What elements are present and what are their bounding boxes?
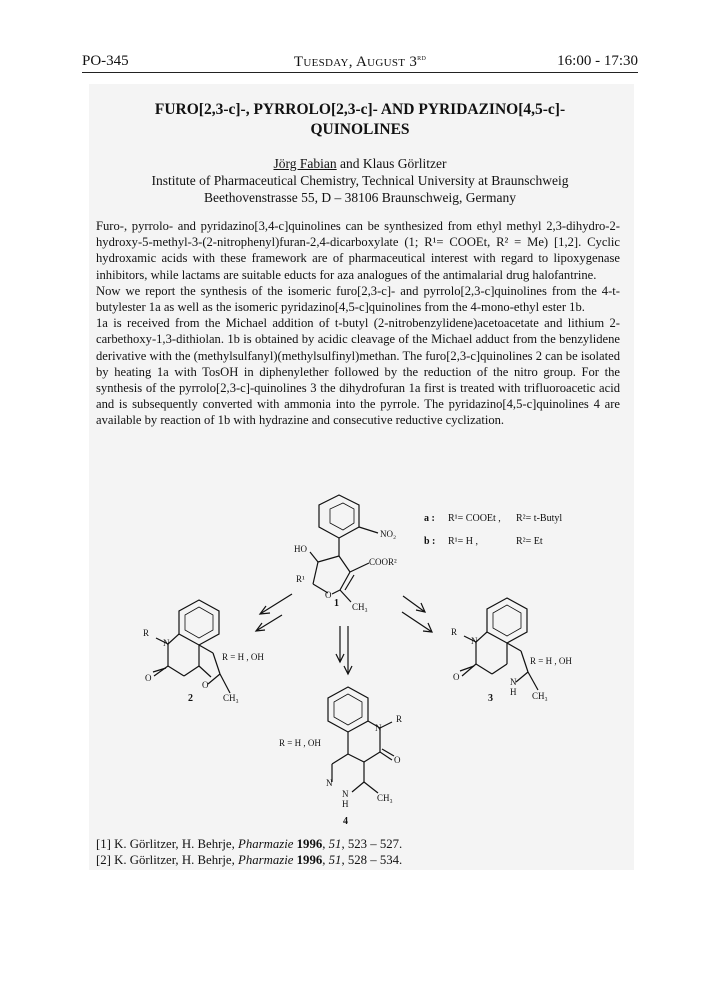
c1-o: O	[325, 590, 332, 600]
c2-n: N	[163, 638, 170, 648]
abstract-body	[96, 218, 620, 429]
title-line: FURO[2,3-c]-, PYRROLO[2,3-c]- AND PYRIDAZINO[4,5-c]-	[154, 101, 566, 118]
sub-b-label: b :	[424, 536, 436, 547]
c4-o-carbonyl: O	[394, 755, 401, 765]
title-line: QUINOLINES	[310, 121, 410, 138]
header-rule	[82, 72, 638, 73]
c3-o-carbonyl: O	[453, 672, 460, 682]
c1-r1: R¹	[296, 574, 305, 584]
sub-a-r1: R¹= COOEt ,	[448, 513, 501, 524]
c3-r: R	[451, 627, 458, 637]
c2-ch3: CH₃	[223, 693, 239, 703]
paragraph: Furo-, pyrrolo- and pyridazino[3,4-c]quinolines can be synthesized from ethyl methyl 2,3-dihydro-2-hydroxy-5-methyl-3-(2-nitrophenyl)furan-2,4-dicarboxylate (1; R¹= COOEt, R² = Me) [1,2]. Cyclic hydroxamic acids with these framework are of pharmaceutical interest with regard to lipoxygenase inhibitors, while lactams are suitable educts for aza analogues of the antimalarial drug halofantrine.	[96, 219, 620, 282]
c1-benzene	[319, 495, 359, 538]
c1-ch3: CH₃	[352, 602, 368, 612]
session-day: Tuesday, August 3rd	[293, 53, 427, 70]
c2-o-ring: O	[202, 680, 209, 690]
day-suffix: rd	[417, 53, 427, 62]
c2-r: R	[143, 628, 150, 638]
c4-rdef: R = H , OH	[279, 738, 321, 748]
c4-r: R	[396, 714, 403, 724]
sub-a-r2: R²= t-Butyl	[516, 513, 563, 524]
author-block	[100, 155, 620, 206]
c3-nh: N	[510, 677, 517, 687]
poster-code: PO-345	[82, 53, 129, 69]
c1-number: 1	[334, 598, 339, 609]
c1-no2: NO₂	[380, 529, 397, 539]
c1-benzene-inner	[330, 503, 354, 530]
c4-ch3: CH₃	[377, 793, 393, 803]
c1-coor: COOR²	[369, 557, 397, 567]
c4-n2: N	[342, 789, 349, 799]
c4-number: 4	[343, 816, 348, 827]
c4-n1: N	[326, 778, 333, 788]
presenting-author: Jörg Fabian	[273, 156, 337, 171]
reaction-scheme	[96, 490, 616, 830]
c3-ch3: CH₃	[532, 691, 548, 701]
c3-n: N	[471, 636, 478, 646]
address: Beethovenstrasse 55, D – 38106 Braunschweig, Germany	[204, 190, 516, 205]
affiliation: Institute of Pharmaceutical Chemistry, Technical University at Braunschweig	[151, 173, 569, 188]
c2-rdef: R = H , OH	[222, 652, 264, 662]
c3-rdef: R = H , OH	[530, 656, 572, 666]
c2-o-carbonyl: O	[145, 673, 152, 683]
session-time: 16:00 - 17:30	[557, 53, 638, 69]
page-header	[82, 53, 638, 71]
reference: [1] K. Görlitzer, H. Behrje, Pharmazie 1996, 51, 523 – 527.	[96, 837, 403, 851]
sub-a-label: a :	[424, 513, 435, 524]
c1-ho: HO	[294, 544, 307, 554]
paragraph: 1a is received from the Michael addition of t-butyl (2-nitrobenzylidene)acetoacetate and lithium 2-carbethoxy-1,3-dithiolan. 1b is obtained by acidic cleavage of the Michael adduct from the benzylidene derivative with the (methylsulfanyl)(methylsulfinyl)methan. The furo[2,3-c]quinolines 2 can be isolated by heating 1a with TosOH in diphenylether followed by the reduction of the nitro group. For the synthesis of the pyrrolo[2,3-c]-quinolines 3 the dihydrofuran 1a first is treated with trifluoroacetic acid and is subsequently converted with ammonia into the pyrrole. The pyridazino[4,5-c]quinolines 4 are available by reaction of 1b with hydrazine and consecutive reductive cyclization.	[96, 316, 621, 428]
paragraph: Now we report the synthesis of the isomeric furo[2,3-c]- and pyrrolo[2,3-c]quinolines from the 4-t-butylester 1a as well as the isomeric pyridazino[4,5-c]quinolines from the 4-mono-ethyl ester 1b.	[96, 283, 620, 315]
sub-b-r2: R²= Et	[516, 536, 543, 547]
references	[96, 836, 616, 868]
c3-h: H	[510, 687, 517, 697]
c4-h: H	[342, 799, 349, 809]
c2-number: 2	[188, 693, 193, 704]
abstract-title	[100, 100, 620, 140]
author-names: Jörg Fabian and Klaus Görlitzer	[273, 156, 447, 171]
reference: [2] K. Görlitzer, H. Behrje, Pharmazie 1996, 51, 528 – 534.	[96, 853, 403, 867]
sub-b-r1: R¹= H ,	[448, 536, 479, 547]
c3-number: 3	[488, 693, 493, 704]
c4-n: N	[375, 723, 382, 733]
